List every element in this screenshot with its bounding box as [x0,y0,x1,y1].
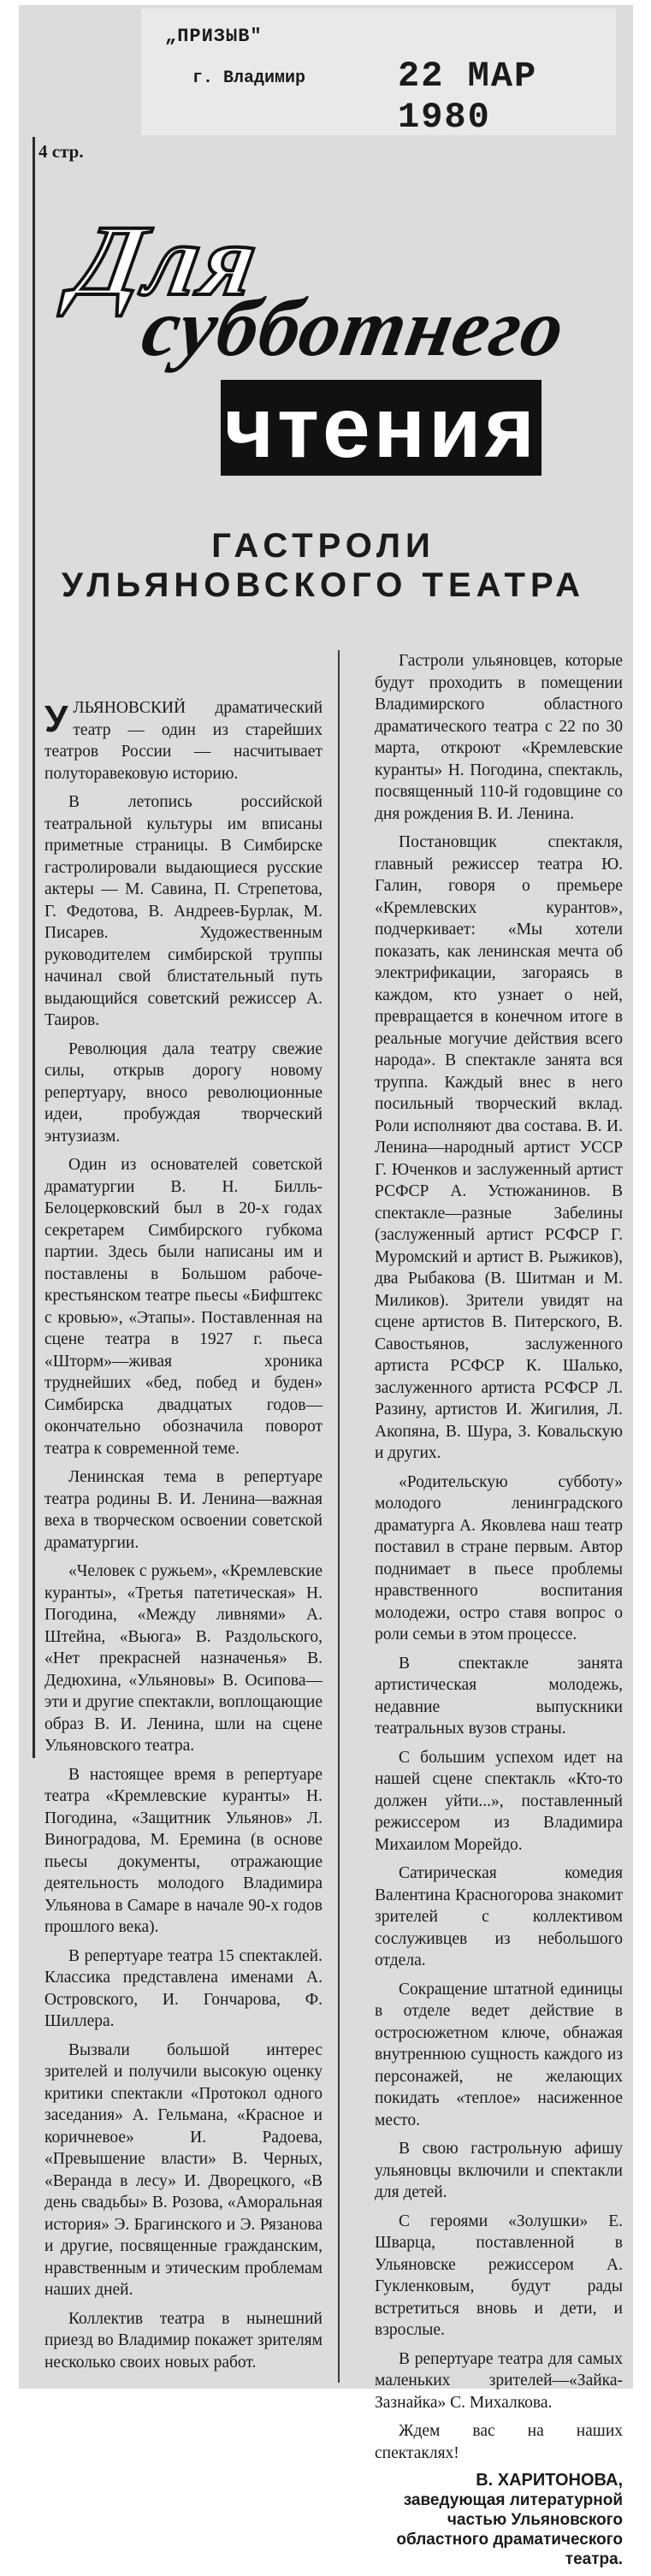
paragraph: В спектакле занята артистическая молодежь, недавние выпускники театральных вузов страны. [375,1654,623,1738]
article-title: ГАСТРОЛИ УЛЬЯНОВСКОГО ТЕАТРА [61,527,586,604]
stamp-newspaper-name: „ПРИЗЫВ" [165,26,263,47]
left-column [44,697,323,2380]
author-name: В. ХАРИТОНОВА, [476,2471,623,2490]
left-vertical-rule [33,137,35,1758]
paragraph: В настоящее время в репертуаре театра «Кремлевские куранты» Н. Погодина, «Защитник Ульянов» Л. Виноградова, М. Еремина (в основе пьесы документы, отражающие деятельность молодого Владимира Ульянова в Самаре в начале 90-х годов прошлого века). [44,1765,323,1936]
paragraph: В репертуаре театра для самых маленьких зрителей—«Зайка-Зазнайка» С. Михалкова. [375,2349,623,2412]
paragraph: Постановщик спектакля, главный режиссер театра Ю. Галин, говоря о премьере «Кремлевских курантов», подчеркивает: «Мы хотели показать, как ленинская мечта об электрификации, загораясь в каждом, кто узнает о ней, превращается в конечном итоге в реальные могучие действия всего народа». В спектакле занята вся труппа. Каждый внес в него посильный творческий вклад. Роли исполняют два состава. В. И. Ленина—народный артист УССР Г. Юченков и заслуженный артист РСФСР А. Устюжанинов. В спектакле—разные Забелины (заслуженный артист РСФСР Г. Муромский и артист В. Рыжиков), два Рыбакова (В. Шитман и М. Миликов). Зрители увидят на сцене артистов В. Питерского, В. Савостьянов, заслуженного артиста РСФСР К. Шалько, заслуженного артиста РСФСР Л. Разину, артистов И. Жигилия, Л. Акопяна, В. Шура, З. Ковальскую и других. [375,833,623,1462]
drop-cap: У [44,698,68,740]
heading-line-3 [221,380,542,476]
paragraph: Сатирическая комедия Валентина Красногорова знакомит зрителей с коллективом сослуживцев из небольшого отдела. [375,1864,623,1969]
paragraph: Вызвали большой интерес зрителей и получили высокую оценку критики спектакли «Протокол одного заседания» А. Гельмана, «Красное и коричневое» И. Радоева, «Превышение власти» В. Черных, «Веранда в лесу» И. Дворецкого, «В день свадьбы» В. Розова, «Аморальная история» Э. Брагинского и Э. Рязанова и другие, посвященные гражданским, нравственным и этическим проблемам наших дней. [44,2040,323,2299]
paragraph: Революция дала театру свежие силы, открыв дорогу новому репертуару, вносо революционные идеи, пробуждая творческий энтузиазм. [44,1039,323,1146]
stamp-date: 22 МАР 1980 [398,56,538,138]
paragraph: «Родительскую субботу» молодого ленинградского драматурга А. Яковлева наш театр поставил в стране первым. Автор поднимает в пьесе проблемы нравственного воспитания молодежи, остро ставя вопрос о роли семьи в этом процессе. [375,1472,623,1643]
signature [375,2471,623,2569]
paragraph: Коллектив театра в нынешний приезд во Владимир покажет зрителям несколько своих новых работ. [44,2309,323,2372]
paragraph: В летопись российской театральной культуры им вписаны приметные страницы. В Симбирске гастролировали выдающиеся русские актеры — М. Савина, П. Стрепетова, Г. Федотова, В. Андреев-Бурлак, М. Писарев. Художественным руководителем симбирской труппы начинал свой блистательный путь выдающийся советский режиссер А. Таиров. [44,793,323,1029]
paragraph: С большим успехом идет на нашей сцене спектакль «Кто-то должен уйти...», поставленный режиссером из Владимира Михаилом Морейдо. [375,1748,623,1854]
stamp-city: г. Владимир [192,68,306,88]
paragraph: УЛЬЯНОВСКИЙ драматический театр — один из старейших театров России — насчитывает полуторавековую историю. [44,698,323,783]
paragraph: Гастроли ульяновцев, которые будут проходить в помещении Владимирского областного драматического театра с 22 по 30 марта, откроют «Кремлевские куранты» Н. Погодина, спектакль, посвященный 110-й годовщине со дня рождения В. И. Ленина. [375,652,623,823]
paragraph: Ждем вас на наших спектаклях! [375,2422,623,2462]
paragraph: В свою гастрольную афишу ульяновцы включили и спектакли для детей. [375,2140,623,2201]
paragraph: Ленинская тема в репертуаре театра родины В. И. Ленина—важная веха в творческом освоении советской драматургии. [44,1468,323,1552]
paragraph: Сокращение штатной единицы в отделе ведет действие в остросюжетном ключе, обнажая внутреннюю сущность каждого из персонажей, не желающих покидать «теплое» насиженное место. [375,1980,623,2129]
section-heading [41,205,610,496]
right-column [375,650,623,2576]
column-divider [338,650,340,2383]
library-stamp [141,9,616,138]
paragraph: Один из основателей советской драматургии В. Н. Билль-Белоцерковский был в 20-х годах секретарем Симбирского губкома партии. Здесь были написаны им и поставлены в Большом рабоче-крестьянском театре пьесы «Бифштекс с кровью», «Этапы». Поставленная на сцене театра в 1927 г. пьеса «Шторм»—живая хроника труднейших «бед, побед и буден» Симбирска двадцатых годов—окончательно обозначила поворот театра к современной теме. [44,1156,323,1458]
page-number: 4 стр. [38,141,84,162]
heading-line-2: субботнего [135,281,572,373]
paragraph: «Человек с ружьем», «Кремлевские куранты», «Третья патетическая» Н. Погодина, «Между ливнями» А. Штейна, «Вьюга» В. Раздольского, «Нет прекрасней назначенья» В. Дедюхина, «Ульяновы» В. Осипова—эти и другие спектакли, воплощающие образ В. И. Ленина, шли на сцене Ульяновского театра. [44,1562,323,1755]
heading-line-1: Для [65,204,269,317]
paragraph: С героями «Золушки» Е. Шварца, поставленной в Ульяновске режиссером А. Гукленковым, будут рады встретиться вновь и дети, и взрослые. [375,2212,623,2339]
author-position: заведующая литературной частью Ульяновского областного драматического театра. [396,2491,623,2568]
paragraph: В репертуаре театра 15 спектаклей. Классика представлена именами А. Островского, И. Гончарова, Ф. Шиллера. [44,1946,323,2030]
heading-line-3-text: чтения [221,380,542,476]
